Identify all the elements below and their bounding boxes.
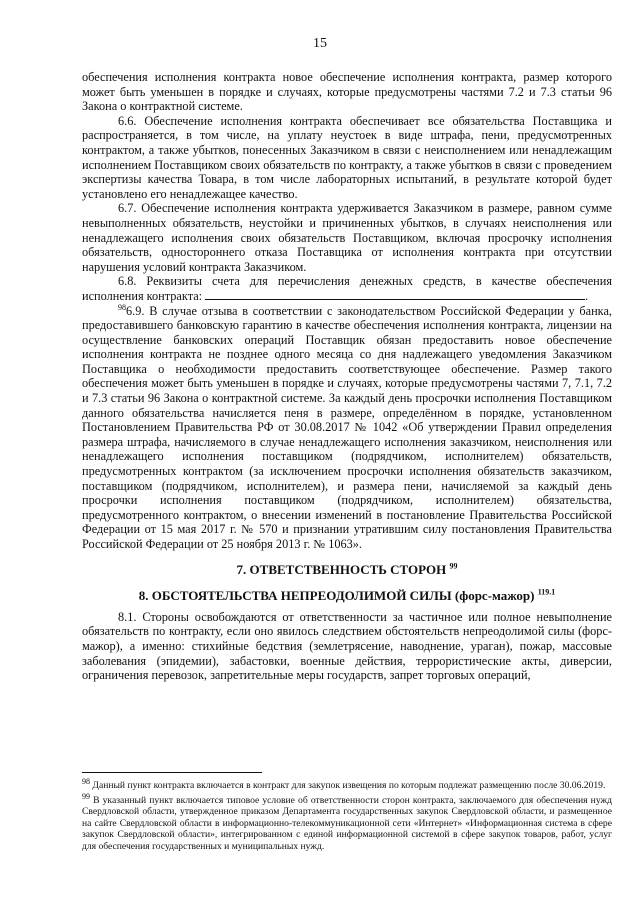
section-8-heading (82, 589, 612, 604)
account-details-blank (205, 289, 585, 300)
footnote-divider (82, 772, 262, 773)
section-7-heading (82, 563, 612, 578)
footnote-98 (82, 776, 612, 792)
document-body (82, 70, 612, 683)
footnote-99-text: В указанный пункт включается типовое условие об ответственности сторон контракта, заключаемого для обеспечения нужд Свердловской области, утвержденное приказом Департамента государственных закупок Свердловской области, и размещенное на сайте Свердловской области в информационно-телекоммуникационной сети «Интернет» «Информационная система в сфере закупок Свердловской области», интегрированном с единой информационной системой в сфере закупок товаров, работ, услуг для обеспечения государственных и муниципальных нужд. (82, 794, 612, 852)
paragraph-6-9 (82, 304, 612, 552)
paragraph-continuation: обеспечения исполнения контракта новое обеспечение исполнения контракта, размер которого может быть уменьшен в порядке и случаях, которые предусмотрены частями 7.2 и 7.3 статьи 96 Закона о контрактной системе. (82, 70, 612, 114)
paragraph-6-6: 6.6. Обеспечение исполнения контракта обеспечивает все обязательства Поставщика и распространяется, в том числе, на уплату неустоек в виде штрафа, пени, предусмотренных контрактом, а также убытков, понесенных Заказчиком в связи с неисполнением или ненадлежащим исполнением Поставщиком своих обязательств по контракту, а также убытков в связи с проведением экспертизы качества Товара, в том числе лабораторных испытаний, в результате которой будет установлено его ненадлежащее качество. (82, 113, 612, 201)
paragraph-6-7: 6.7. Обеспечение исполнения контракта удерживается Заказчиком в размере, равном сумме невыполненных обязательств, неустойки и причиненных убытков, в случаях неисполнения или ненадлежащего исполнения своих обязательств Поставщиком, включая просрочку исполнения обязательств, одностороннего отказа Поставщика от исполнения контракта при отсутствии нарушения условий контракта Заказчиком. (82, 201, 612, 274)
footnote-ref-99: 99 (449, 561, 458, 571)
footnote-ref-98: 98 (118, 302, 126, 312)
footnote-ref-119-1: 119.1 (537, 587, 556, 597)
page-number: 15 (313, 36, 327, 51)
blank-end-period: . (585, 288, 589, 303)
section-8-title: 8. ОБСТОЯТЕЛЬСТВА НЕПРЕОДОЛИМОЙ СИЛЫ (форс-мажор) (138, 588, 535, 604)
footnote-98-text: Данный пункт контракта включается в контракт для закупок извещения по которым подлежат размещению после 30.06.2019. (90, 780, 606, 791)
paragraph-8-1: 8.1. Стороны освобождаются от ответственности за частичное или полное невыполнение обязательств по контракту, если оно явилось следствием обстоятельств непреодолимой силы (форс-мажор), а именно: стихийные бедствия (землетрясение, наводнение, ураган), пожар, массовые заболевания (эпидемии), забастовки, военные действия, террористические акты, диверсии, ограничения перевозок, запретительные меры государств, запрет торговых операций, (82, 609, 612, 683)
footnotes (82, 776, 612, 856)
footnote-99 (82, 791, 612, 853)
paragraph-6-8 (82, 274, 612, 303)
section-7-title: 7. ОТВЕТСТВЕННОСТЬ СТОРОН (236, 561, 447, 577)
paragraph-6-9-text: 6.9. В случае отзыва в соответствии с законодательством Российской Федерации у банка, предоставившего банковскую гарантию в качестве обеспечения исполнения контракта, лицензии на осуществление банковских операций Поставщик обязан предоставить новое обеспечение исполнения контракта не позднее одного месяца со дня надлежащего уведомления Заказчиком Поставщика о необходимости предоставить соответствующее обеспечение. Размер такого обеспечения может быть уменьшен в порядке и случаях, которые предусмотрены частями 7, 7.1, 7.2 и 7.3 статьи 96 Закона о контрактной системе. За каждый день просрочки исполнения Поставщиком данного обязательства начисляется пеня в размере, определённом в порядке, установленном Постановлением Правительства РФ от 30.08.2017 № 1042 «Об утверждении Правил определения размера штрафа, начисляемого в случае ненадлежащего исполнения заказчиком, неисполнения или ненадлежащего исполнения поставщиком (подрядчиком, исполнителем) обязательств, предусмотренных контрактом (за исключением просрочки исполнения обязательств заказчиком, поставщиком (подрядчиком, исполнителем), и размера пени, начисляемой за каждый день просрочки исполнения поставщиком (подрядчиком, исполнителем) обязательства, предусмотренного контрактом, о внесении изменений в постановление Правительства Российской Федерации от 15 мая 2017 г. № 570 и признании утратившим силу постановления Правительства Российской Федерации от 25 ноября 2013 г. № 1063». (82, 303, 612, 551)
footnote-98-number: 98 (82, 776, 90, 786)
footnote-99-number: 99 (82, 791, 90, 801)
paragraph-6-8-text: 6.8. Реквизиты счета для перечисления денежных средств, в качестве обеспечения исполнения контракта: (82, 274, 612, 303)
